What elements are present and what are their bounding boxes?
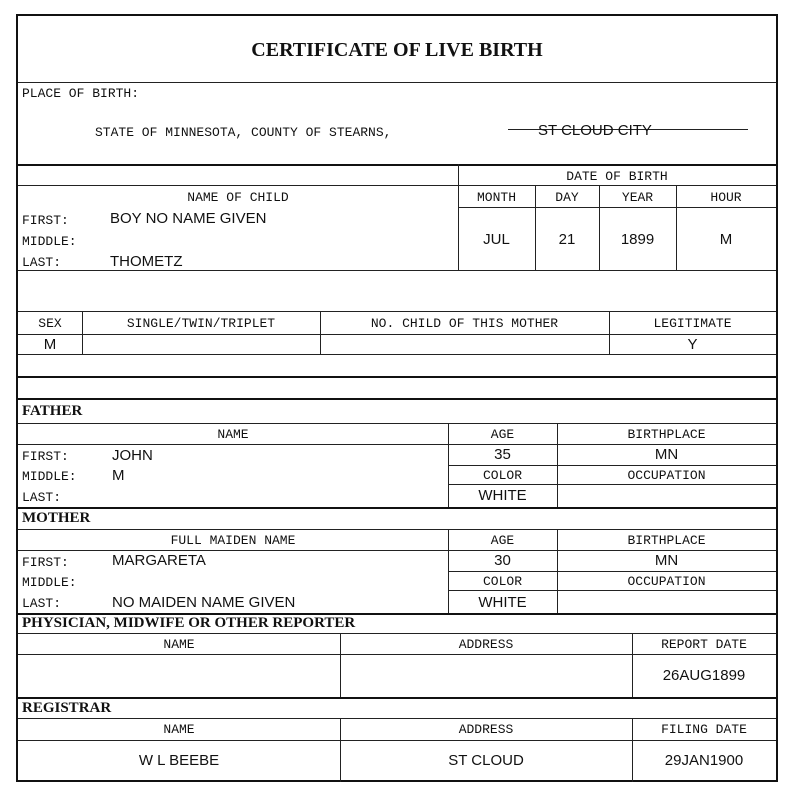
rule bbox=[458, 207, 776, 208]
plurality-header: SINGLE/TWIN/TRIPLET bbox=[126, 316, 276, 331]
father-name-header: NAME bbox=[217, 427, 249, 442]
father-birthplace-value: MN bbox=[654, 446, 679, 463]
father-section-title: FATHER bbox=[22, 403, 83, 419]
mother-occupation-header: OCCUPATION bbox=[627, 574, 706, 589]
father-middle-value: M bbox=[112, 467, 125, 484]
rule bbox=[18, 423, 776, 424]
child-first-value: BOY NO NAME GIVEN bbox=[110, 210, 267, 227]
reporter-address-header: ADDRESS bbox=[458, 637, 514, 652]
birth-hour-value: M bbox=[719, 231, 733, 248]
registrar-address-value: ST CLOUD bbox=[448, 752, 524, 769]
rule bbox=[18, 697, 776, 699]
father-color-value: WHITE bbox=[478, 487, 527, 504]
child-number-header: NO. CHILD OF THIS MOTHER bbox=[370, 316, 559, 331]
father-first-value: JOHN bbox=[112, 447, 153, 464]
mother-middle-label: MIDDLE: bbox=[22, 575, 77, 590]
child-first-label: FIRST: bbox=[22, 213, 69, 228]
registrar-name-value: W L BEEBE bbox=[138, 752, 220, 769]
state-county-text: STATE OF MINNESOTA, COUNTY OF STEARNS, bbox=[95, 125, 392, 140]
reporter-name-header: NAME bbox=[163, 637, 195, 652]
child-middle-label: MIDDLE: bbox=[22, 234, 77, 249]
mother-birthplace-header: BIRTHPLACE bbox=[627, 533, 706, 548]
mother-section-title: MOTHER bbox=[22, 510, 91, 526]
mother-first-label: FIRST: bbox=[22, 555, 69, 570]
father-occupation-header: OCCUPATION bbox=[627, 468, 706, 483]
rule bbox=[448, 590, 776, 591]
rule bbox=[18, 311, 776, 312]
place-of-birth-label: PLACE OF BIRTH: bbox=[22, 86, 140, 101]
date-of-birth-header: DATE OF BIRTH bbox=[566, 169, 668, 184]
legitimate-value: Y bbox=[687, 336, 698, 353]
rule bbox=[18, 507, 776, 509]
filing-date-value: 29JAN1900 bbox=[664, 752, 744, 769]
child-last-value: THOMETZ bbox=[110, 253, 183, 270]
rule bbox=[18, 550, 776, 551]
mother-color-value: WHITE bbox=[478, 594, 527, 611]
month-header: MONTH bbox=[476, 190, 516, 205]
father-age-value: 35 bbox=[494, 446, 511, 463]
birth-certificate bbox=[16, 14, 778, 782]
name-of-child-header: NAME OF CHILD bbox=[187, 190, 289, 205]
hour-header: HOUR bbox=[710, 190, 742, 205]
mother-first-value: MARGARETA bbox=[112, 552, 206, 569]
mother-age-value: 30 bbox=[494, 552, 511, 569]
mother-last-label: LAST: bbox=[22, 596, 62, 611]
rule bbox=[18, 654, 776, 655]
rule bbox=[18, 633, 776, 634]
report-date-header: REPORT DATE bbox=[661, 637, 747, 652]
day-header: DAY bbox=[555, 190, 579, 205]
rule bbox=[18, 376, 776, 378]
father-age-header: AGE bbox=[490, 427, 515, 442]
father-middle-label: MIDDLE: bbox=[22, 469, 77, 484]
rule bbox=[18, 270, 776, 271]
rule bbox=[18, 398, 776, 400]
rule bbox=[18, 718, 776, 719]
rule bbox=[448, 484, 776, 485]
mother-color-header: COLOR bbox=[482, 574, 522, 589]
certificate-title: CERTIFICATE OF LIVE BIRTH bbox=[251, 39, 543, 61]
report-date-value: 26AUG1899 bbox=[662, 667, 746, 684]
father-first-label: FIRST: bbox=[22, 449, 69, 464]
mother-birthplace-value: MN bbox=[654, 552, 679, 569]
rule bbox=[18, 82, 776, 83]
filing-date-header: FILING DATE bbox=[661, 722, 747, 737]
father-color-header: COLOR bbox=[482, 468, 522, 483]
rule bbox=[18, 529, 776, 530]
rule bbox=[18, 740, 776, 741]
child-last-label: LAST: bbox=[22, 255, 62, 270]
birth-day-value: 21 bbox=[558, 231, 576, 248]
sex-value: M bbox=[43, 336, 57, 353]
rule bbox=[18, 354, 776, 355]
rule bbox=[448, 571, 776, 572]
rule bbox=[18, 185, 776, 186]
father-last-label: LAST: bbox=[22, 490, 62, 505]
mother-age-header: AGE bbox=[490, 533, 515, 548]
reporter-section-title: PHYSICIAN, MIDWIFE OR OTHER REPORTER bbox=[22, 615, 356, 631]
rule bbox=[18, 164, 776, 166]
legitimate-header: LEGITIMATE bbox=[653, 316, 732, 331]
registrar-address-header: ADDRESS bbox=[458, 722, 514, 737]
father-birthplace-header: BIRTHPLACE bbox=[627, 427, 706, 442]
rule bbox=[448, 465, 776, 466]
birth-year-value: 1899 bbox=[620, 231, 655, 248]
birth-month-value: JUL bbox=[483, 231, 510, 248]
rule bbox=[18, 334, 776, 335]
mother-last-value: NO MAIDEN NAME GIVEN bbox=[112, 594, 296, 611]
year-header: YEAR bbox=[621, 190, 654, 205]
registrar-section-title: REGISTRAR bbox=[22, 700, 112, 716]
registrar-name-header: NAME bbox=[163, 722, 195, 737]
sex-header: SEX bbox=[38, 316, 62, 331]
mother-name-header: FULL MAIDEN NAME bbox=[170, 533, 296, 548]
city-value: ST CLOUD CITY bbox=[538, 122, 652, 139]
rule bbox=[18, 444, 776, 445]
